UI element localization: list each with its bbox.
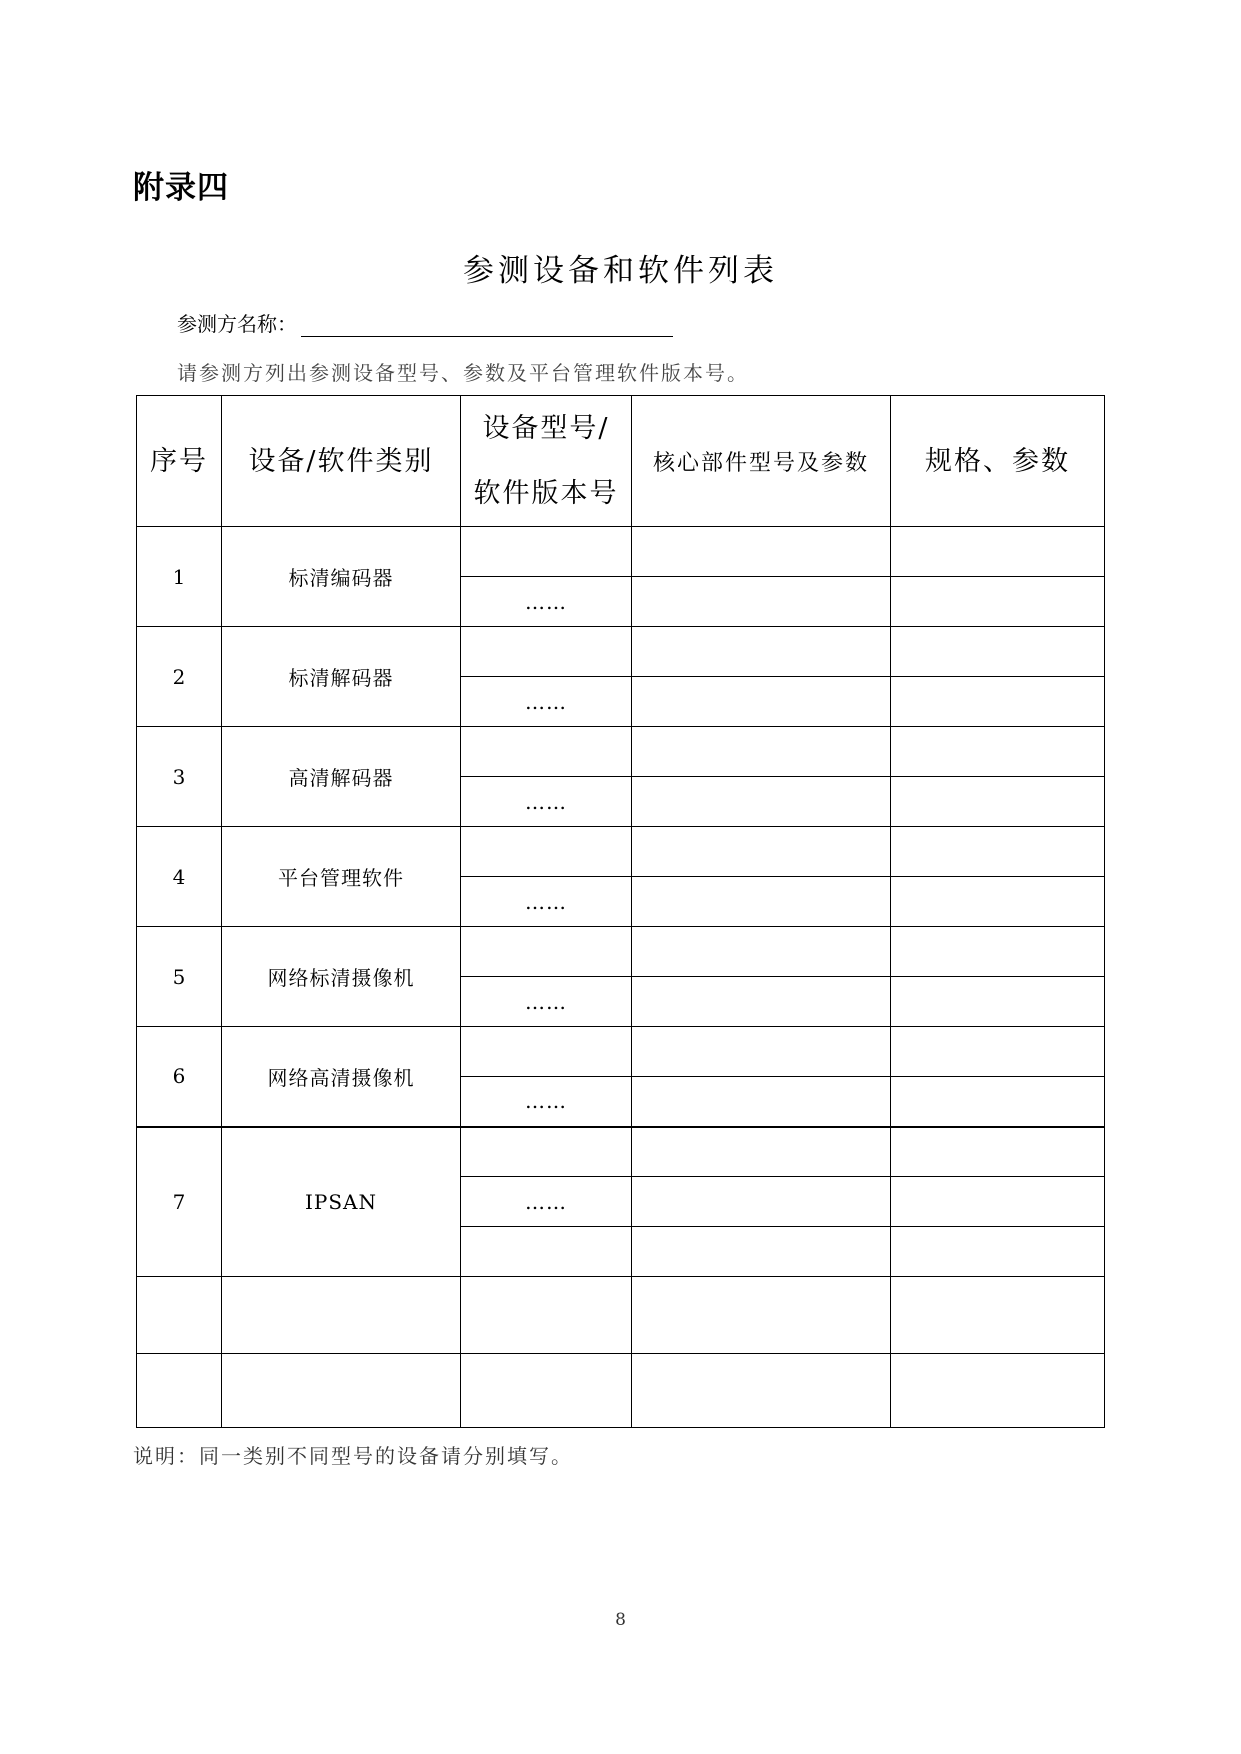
core-cell[interactable] bbox=[632, 877, 891, 927]
row-seq: 7 bbox=[137, 1127, 222, 1277]
model-cell[interactable]: …… bbox=[461, 677, 632, 727]
spec-cell[interactable] bbox=[891, 1027, 1105, 1077]
table-row bbox=[137, 1354, 1105, 1428]
row-category: 网络标清摄像机 bbox=[222, 927, 461, 1027]
row-category: IPSAN bbox=[222, 1127, 461, 1277]
spec-cell[interactable] bbox=[891, 1227, 1105, 1277]
spec-cell[interactable] bbox=[891, 577, 1105, 627]
core-cell[interactable] bbox=[632, 1354, 891, 1428]
page-number: 8 bbox=[615, 1610, 626, 1630]
spec-cell[interactable] bbox=[891, 677, 1105, 727]
header-model-line1: 设备型号/ bbox=[482, 413, 610, 444]
model-cell[interactable]: …… bbox=[461, 1177, 632, 1227]
core-cell[interactable] bbox=[632, 977, 891, 1027]
table-row bbox=[137, 827, 1105, 877]
spec-cell[interactable] bbox=[891, 877, 1105, 927]
participant-name-label: 参测方名称： bbox=[177, 312, 297, 336]
header-seq: 序号 bbox=[137, 396, 222, 527]
footnote: 说明：同一类别不同型号的设备请分别填写。 bbox=[133, 1444, 573, 1468]
header-model bbox=[461, 396, 632, 527]
core-cell[interactable] bbox=[632, 727, 891, 777]
spec-cell[interactable] bbox=[891, 627, 1105, 677]
row-category: 平台管理软件 bbox=[222, 827, 461, 927]
header-model-line2: 软件版本号 bbox=[473, 478, 619, 509]
row-category: 高清解码器 bbox=[222, 727, 461, 827]
core-cell[interactable] bbox=[632, 677, 891, 727]
table-row bbox=[137, 627, 1105, 677]
spec-cell[interactable] bbox=[891, 927, 1105, 977]
table-row bbox=[137, 1027, 1105, 1077]
core-cell[interactable] bbox=[632, 777, 891, 827]
instruction-text: 请参测方列出参测设备型号、参数及平台管理软件版本号。 bbox=[177, 361, 749, 385]
page-title: 参测设备和软件列表 bbox=[463, 253, 778, 289]
spec-cell[interactable] bbox=[891, 827, 1105, 877]
appendix-heading: 附录四 bbox=[133, 170, 229, 206]
core-cell[interactable] bbox=[632, 1127, 891, 1177]
row-category: 网络高清摄像机 bbox=[222, 1027, 461, 1127]
equipment-table bbox=[136, 395, 1105, 1428]
core-cell[interactable] bbox=[632, 627, 891, 677]
model-cell[interactable] bbox=[461, 1354, 632, 1428]
row-seq: 4 bbox=[137, 827, 222, 927]
participant-name-row bbox=[177, 308, 673, 337]
spec-cell[interactable] bbox=[891, 1077, 1105, 1127]
spec-cell[interactable] bbox=[891, 777, 1105, 827]
spec-cell[interactable] bbox=[891, 527, 1105, 577]
model-cell[interactable] bbox=[461, 1277, 632, 1354]
core-cell[interactable] bbox=[632, 577, 891, 627]
row-seq: 2 bbox=[137, 627, 222, 727]
model-cell[interactable] bbox=[461, 927, 632, 977]
header-core-parts: 核心部件型号及参数 bbox=[632, 396, 891, 527]
core-cell[interactable] bbox=[632, 1027, 891, 1077]
row-category: 标清编码器 bbox=[222, 527, 461, 627]
row-category: 标清解码器 bbox=[222, 627, 461, 727]
core-cell[interactable] bbox=[632, 927, 891, 977]
table-row bbox=[137, 927, 1105, 977]
model-cell[interactable] bbox=[461, 1227, 632, 1277]
model-cell[interactable]: …… bbox=[461, 577, 632, 627]
model-cell[interactable]: …… bbox=[461, 877, 632, 927]
model-cell[interactable] bbox=[461, 727, 632, 777]
core-cell[interactable] bbox=[632, 1277, 891, 1354]
spec-cell[interactable] bbox=[891, 1277, 1105, 1354]
header-category: 设备/软件类别 bbox=[222, 396, 461, 527]
model-cell[interactable] bbox=[461, 527, 632, 577]
table-row bbox=[137, 1127, 1105, 1177]
seq-cell[interactable] bbox=[137, 1277, 222, 1354]
spec-cell[interactable] bbox=[891, 977, 1105, 1027]
model-cell[interactable]: …… bbox=[461, 777, 632, 827]
table-header-row bbox=[137, 396, 1105, 527]
spec-cell[interactable] bbox=[891, 1354, 1105, 1428]
core-cell[interactable] bbox=[632, 1177, 891, 1227]
row-seq: 5 bbox=[137, 927, 222, 1027]
model-cell[interactable]: …… bbox=[461, 1077, 632, 1127]
model-cell[interactable] bbox=[461, 827, 632, 877]
header-spec: 规格、参数 bbox=[891, 396, 1105, 527]
core-cell[interactable] bbox=[632, 1077, 891, 1127]
core-cell[interactable] bbox=[632, 527, 891, 577]
category-cell[interactable] bbox=[222, 1354, 461, 1428]
table-row bbox=[137, 527, 1105, 577]
spec-cell[interactable] bbox=[891, 1127, 1105, 1177]
spec-cell[interactable] bbox=[891, 727, 1105, 777]
table-row bbox=[137, 1277, 1105, 1354]
participant-name-field[interactable] bbox=[301, 312, 673, 337]
core-cell[interactable] bbox=[632, 827, 891, 877]
row-seq: 1 bbox=[137, 527, 222, 627]
row-seq: 3 bbox=[137, 727, 222, 827]
model-cell[interactable]: …… bbox=[461, 977, 632, 1027]
seq-cell[interactable] bbox=[137, 1354, 222, 1428]
category-cell[interactable] bbox=[222, 1277, 461, 1354]
spec-cell[interactable] bbox=[891, 1177, 1105, 1227]
core-cell[interactable] bbox=[632, 1227, 891, 1277]
row-seq: 6 bbox=[137, 1027, 222, 1127]
model-cell[interactable] bbox=[461, 1027, 632, 1077]
table-row bbox=[137, 727, 1105, 777]
model-cell[interactable] bbox=[461, 627, 632, 677]
model-cell[interactable] bbox=[461, 1127, 632, 1177]
